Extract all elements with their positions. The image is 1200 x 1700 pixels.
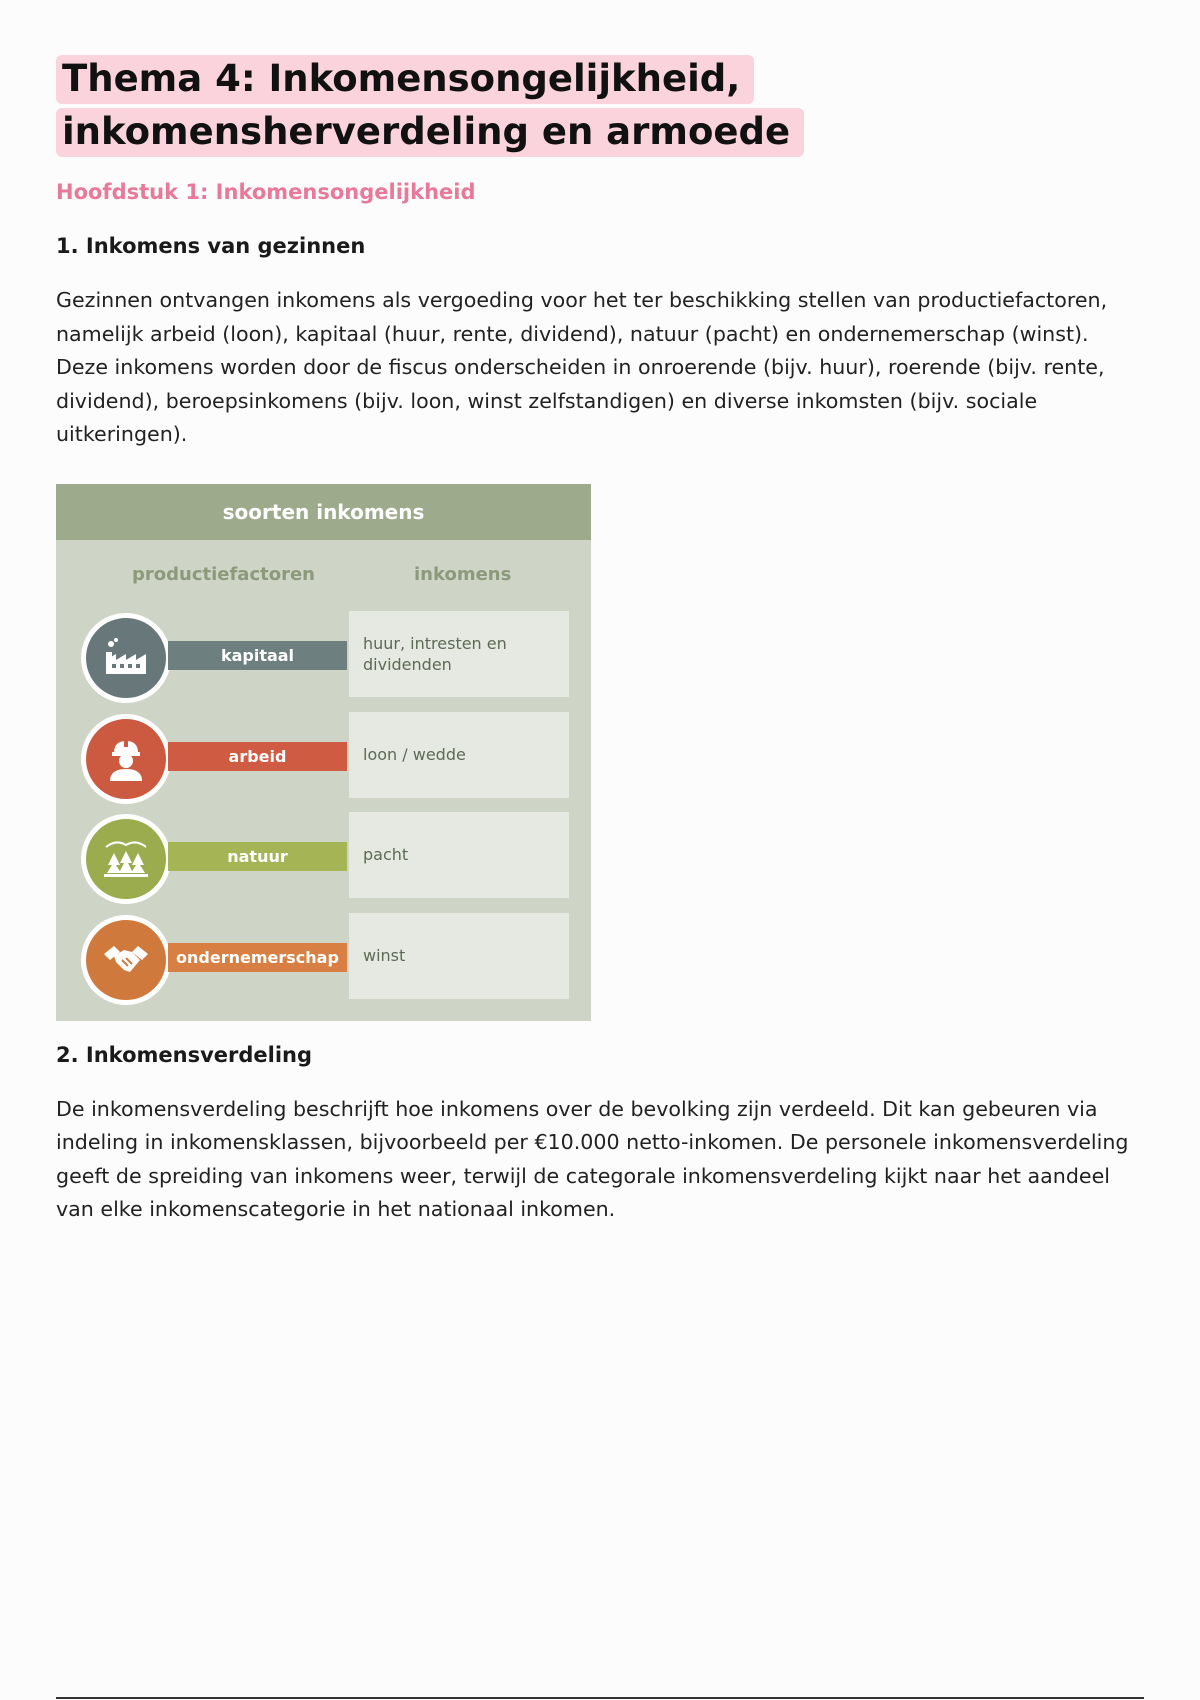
income-box-arbeid: loon / wedde xyxy=(349,712,569,798)
section-heading-2: 2. Inkomensverdeling xyxy=(56,1042,313,1067)
figure-row-ondernemerschap xyxy=(56,913,591,1003)
paragraph-1: Gezinnen ontvangen inkomens als vergoeding voor het ter beschikking stellen van productiefactoren, namelijk arbeid (loon), kapitaal (huur, rente, dividend), natuur (pacht) en ondernemerschap (winst). Deze inkomens worden door de fiscus onderscheiden in onroerende (bijv. huur), roerende (bijv. rente, dividend), beroepsinkomens (bijv. loon, winst zelfstandigen) en diverse inkomsten (bijv. sociale uitkeringen). xyxy=(56,288,1108,446)
figure-row-arbeid xyxy=(56,712,591,802)
section-heading-1: 1. Inkomens van gezinnen xyxy=(56,234,366,258)
column-header-incomes: inkomens xyxy=(414,563,512,585)
income-box-ondernemerschap: winst xyxy=(349,913,569,999)
figure-title: soorten inkomens xyxy=(56,484,591,540)
factor-label-arbeid: arbeid xyxy=(168,742,347,771)
paragraph-2: De inkomensverdeling beschrijft hoe inkomens over de bevolking zijn verdeeld. Dit kan gebeuren via indeling in inkomensklassen, bijvoorbeeld per €10.000 netto-inkomen. De personele inkomensverdeling geeft de spreiding van inkomens weer, terwijl de categorale inkomensverdeling kijkt naar het aandeel van elke inkomenscategorie in het nationaal inkomen. xyxy=(56,1096,1129,1221)
factor-label-ondernemerschap: ondernemerschap xyxy=(168,943,347,972)
income-box-natuur: pacht xyxy=(349,812,569,898)
column-header-factors: productiefactoren xyxy=(132,563,315,585)
trees-icon xyxy=(81,814,171,904)
document-page xyxy=(56,52,1146,1227)
handshake-icon xyxy=(81,915,171,1005)
chapter-heading: Hoofdstuk 1: Inkomensongelijkheid xyxy=(56,180,476,204)
figure-row-natuur xyxy=(56,812,591,902)
factory-icon xyxy=(81,613,171,703)
income-types-figure xyxy=(56,484,591,1021)
title-highlight: Thema 4: Inkomensongelijkheid, inkomensherverdeling en armoede xyxy=(56,55,804,157)
page-divider xyxy=(56,1697,1144,1699)
factor-label-natuur: natuur xyxy=(168,842,347,871)
income-box-kapitaal: huur, intresten en dividenden xyxy=(349,611,569,697)
page-title xyxy=(56,52,1146,158)
figure-row-kapitaal xyxy=(56,611,591,701)
factor-label-kapitaal: kapitaal xyxy=(168,641,347,670)
worker-icon xyxy=(81,714,171,804)
